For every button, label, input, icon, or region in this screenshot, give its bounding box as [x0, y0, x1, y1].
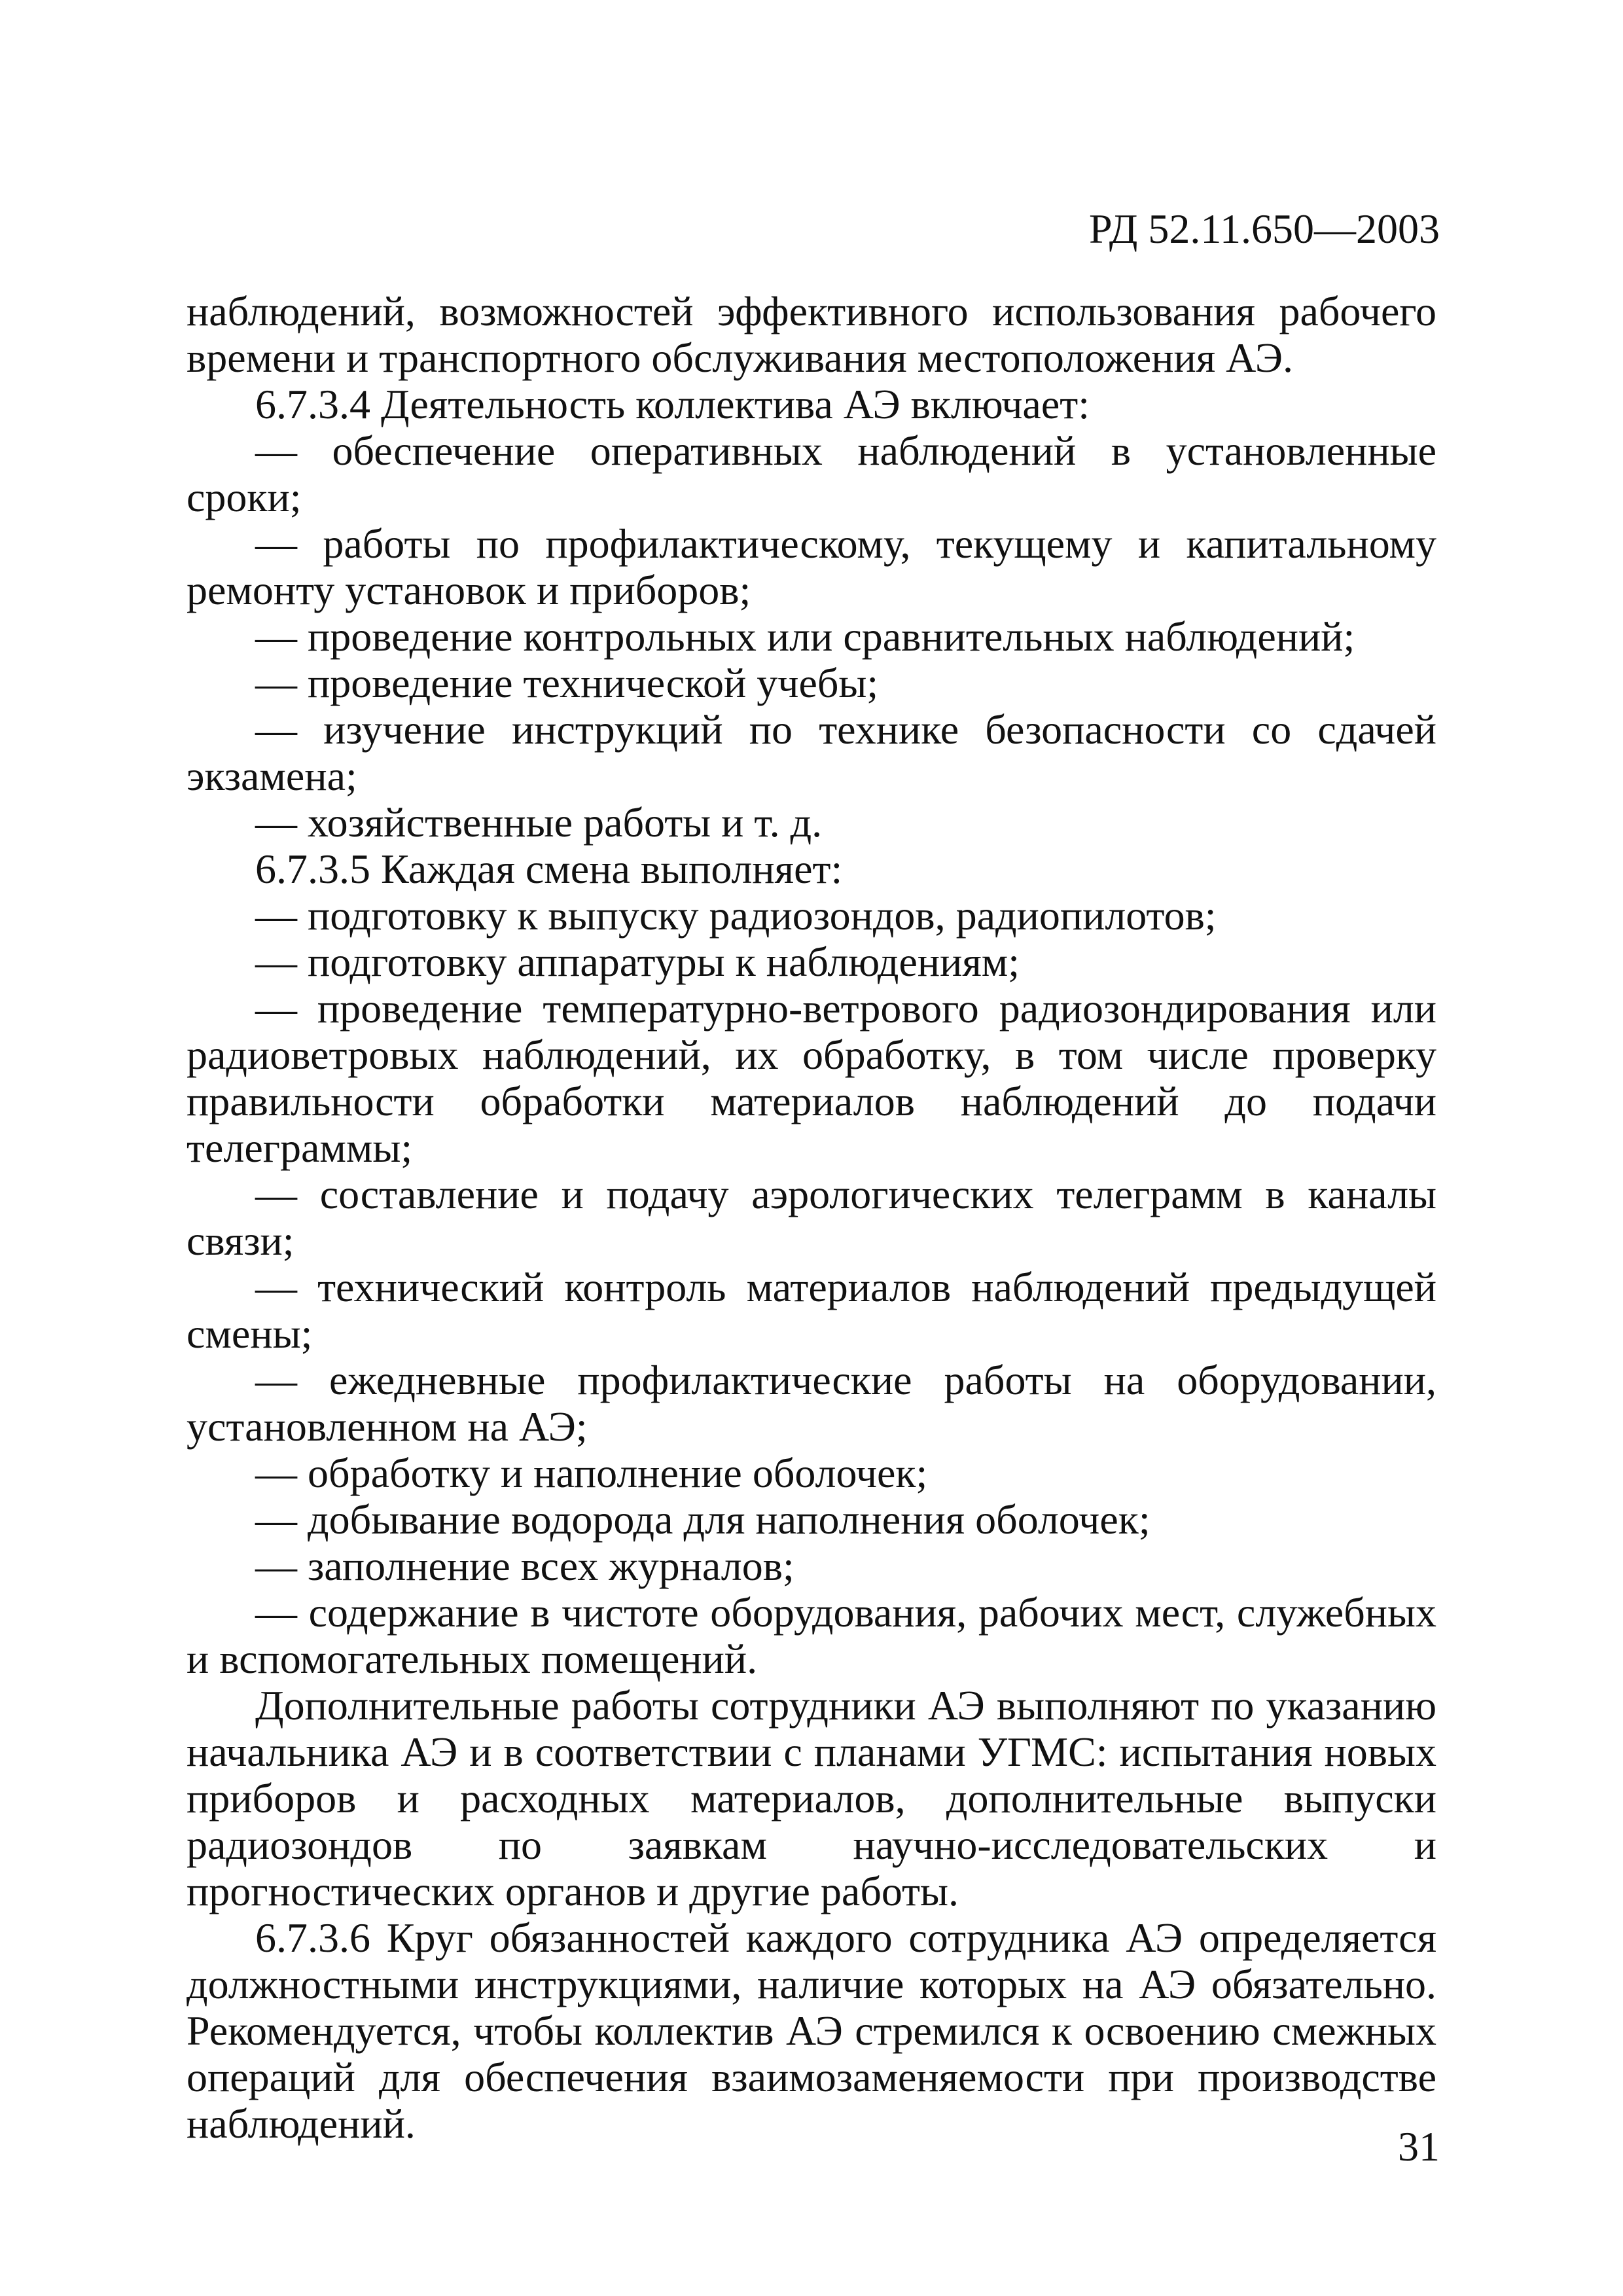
paragraph-additional-work: Дополнительные работы сотрудники АЭ выполняют по указанию начальника АЭ и в соответствии с планами УГМС: испытания новых приборов и расходных материалов, дополнительные выпуски радиозондов по заявкам научно-исследовательских и прогностических органов и другие работы. — [187, 1682, 1436, 1914]
body-text — [187, 288, 1436, 2147]
list-item: — технический контроль материалов наблюдений предыдущей смены; — [187, 1264, 1436, 1357]
list-item: — добывание водорода для наполнения оболочек; — [255, 1496, 1150, 1543]
page-number: 31 — [1398, 2123, 1440, 2170]
list-item: — изучение инструкций по технике безопасности со сдачей экзамена; — [187, 706, 1436, 799]
list-item: — составление и подачу аэрологических телеграмм в каналы связи; — [187, 1171, 1436, 1264]
list-item: — подготовку аппаратуры к наблюдениям; — [255, 939, 1020, 985]
list-item: — работы по профилактическому, текущему и капитальному ремонту установок и приборов; — [187, 520, 1436, 613]
list-item: — проведение технической учебы; — [255, 660, 879, 706]
list-item: — заполнение всех журналов; — [255, 1543, 794, 1589]
section-heading-6-7-3-4: 6.7.3.4 Деятельность коллектива АЭ включает: — [255, 381, 1090, 427]
list-item: — проведение контрольных или сравнительных наблюдений; — [255, 613, 1355, 660]
list-item: — обработку и наполнение оболочек; — [255, 1450, 928, 1496]
section-heading-6-7-3-5: 6.7.3.5 Каждая смена выполняет: — [255, 846, 843, 892]
list-item: — ежедневные профилактические работы на оборудовании, установленном на АЭ; — [187, 1357, 1436, 1450]
document-code-header: РД 52.11.650—2003 — [1088, 206, 1440, 252]
section-heading-6-7-3-6: 6.7.3.6 Круг обязанностей каждого сотрудника АЭ определяется должностными инструкциями, наличие которых на АЭ обязательно. Рекомендуется, чтобы коллектив АЭ стремился к освоению смежных операций для обеспечения взаимозаменяемости при производстве наблюдений. — [187, 1914, 1436, 2147]
list-item: — содержание в чистоте оборудования, рабочих мест, служебных и вспомогательных помещений. — [187, 1589, 1436, 1682]
list-item: — подготовку к выпуску радиозондов, радиопилотов; — [255, 892, 1217, 939]
list-item: — хозяйственные работы и т. д. — [255, 799, 823, 846]
list-item: — обеспечение оперативных наблюдений в установленные сроки; — [187, 427, 1436, 520]
paragraph-continuation: наблюдений, возможностей эффективного использования рабочего времени и транспортного обслуживания местоположения АЭ. — [187, 288, 1436, 381]
list-item: — проведение температурно-ветрового радиозондирования или радиоветровых наблюдений, их обработку, в том числе проверку правильности обработки материалов наблюдений до подачи телеграммы; — [187, 985, 1436, 1171]
